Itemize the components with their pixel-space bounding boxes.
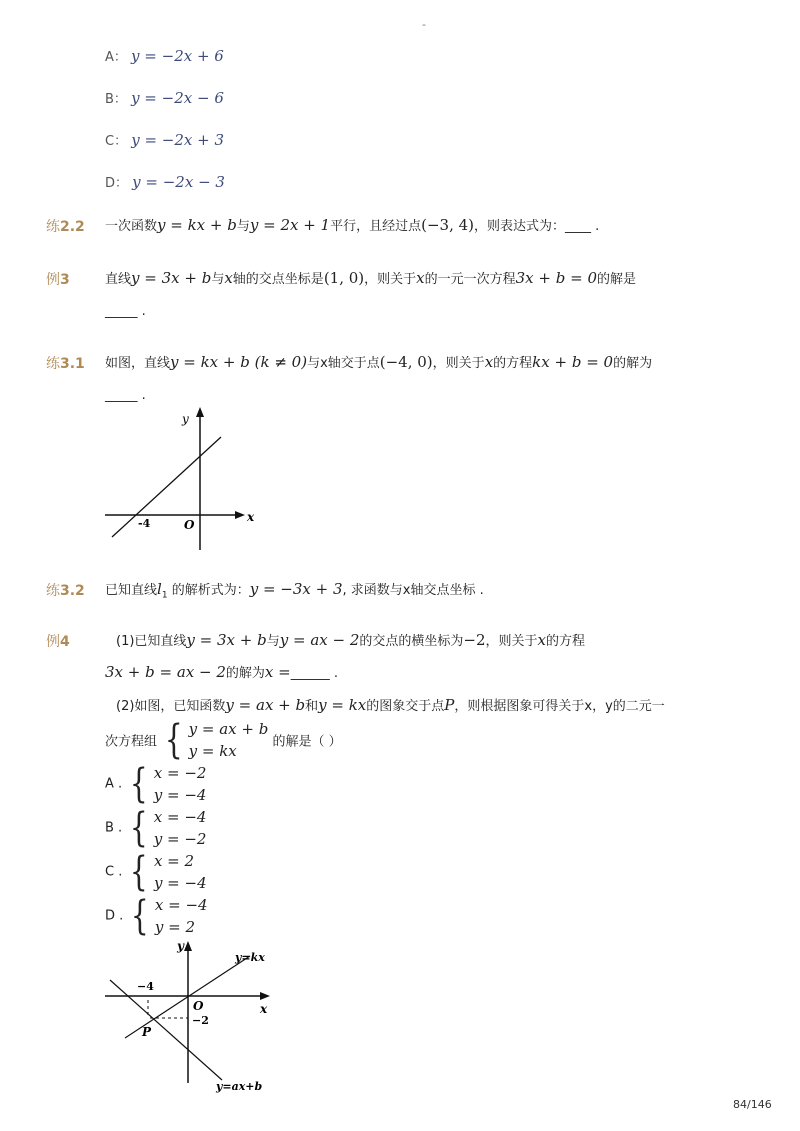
example-3-text: 直线y = 3x + b与x轴的交点坐标是(1, 0)，则关于x的一元一次方程3x + b = 0的解是 — [105, 269, 637, 287]
choice-a: A . { x = −2 y = −4 — [105, 761, 207, 807]
graph-3-1 — [100, 405, 260, 555]
example-label-4: 例4 — [46, 634, 70, 650]
problem-label-3-2: 练3.2 — [46, 583, 85, 599]
x-axis-label: x — [260, 1002, 268, 1016]
option-expr: y = −2x − 3 — [132, 173, 225, 191]
tick-label-neg4: -4 — [138, 517, 151, 530]
line-kx-b — [112, 437, 221, 537]
label-y-axb: y=ax+b — [216, 1080, 263, 1093]
problem-label-3-1: 练3.1 — [46, 356, 85, 372]
option-expr: y = −2x − 6 — [131, 89, 224, 107]
choice-b: B . { x = −4 y = −2 — [105, 805, 207, 851]
page-number: 84/146 — [733, 1098, 772, 1111]
option-letter: B： — [105, 92, 127, 107]
option-a — [105, 46, 224, 65]
option-expr: y = −2x + 3 — [131, 131, 225, 149]
choice-c: C . { x = 2 y = −4 — [105, 849, 207, 895]
x-axis-arrow — [260, 992, 270, 1000]
example-4-part1-line2: 3x + b = ax − 2的解为x =______ . — [105, 663, 338, 681]
x-axis-arrow — [235, 511, 245, 519]
point-p-label: P — [142, 1025, 152, 1039]
y-axis-label: y — [177, 939, 184, 953]
problem-3-1-blank: _____ . — [105, 388, 146, 403]
y-axis-label: y — [182, 412, 189, 426]
option-letter: A： — [105, 50, 127, 65]
problem-2-2-text: 一次函数y = kx + b与y = 2x + 1平行，且经过点(−3, 4)，则表达式为：____ . — [105, 216, 600, 234]
tick-label-neg4: −4 — [137, 980, 154, 993]
example-label-3: 例3 — [46, 272, 70, 288]
header-mark: - — [422, 18, 426, 31]
system-brace: { y = ax + b y = kx — [164, 717, 269, 763]
option-b — [105, 88, 224, 107]
option-d — [105, 172, 225, 191]
graph-ex-4 — [100, 938, 285, 1093]
problem-label-2-2: 练2.2 — [46, 219, 85, 235]
problem-3-1-text: 如图，直线y = kx + b (k ≠ 0)与x轴交于点(−4, 0)，则关于x的方程kx + b = 0的解为 — [105, 353, 653, 371]
x-axis-label: x — [247, 510, 255, 524]
option-letter: C： — [105, 134, 128, 149]
problem-3-2-text: 已知直线$l_1$ 的解析式为：y = −3x + 3, 求函数与x轴交点坐标 . — [105, 580, 484, 601]
origin-label: O — [184, 518, 195, 532]
y-axis-arrow — [184, 941, 192, 951]
choice-d: D . { x = −4 y = 2 — [105, 893, 208, 939]
option-letter: D： — [105, 176, 129, 191]
option-c — [105, 130, 224, 149]
line-axb — [110, 980, 222, 1080]
example-4-system: 次方程组 { y = ax + b y = kx 的解是（ ） — [105, 717, 342, 763]
y-axis-arrow — [196, 407, 204, 417]
example-4-part2-line1: (2)如图，已知函数y = ax + b和y = kx的图象交于点P，则根据图象可得关于x，y的二元一 — [116, 696, 665, 714]
label-y-kx: y=kx — [235, 951, 265, 964]
option-expr: y = −2x + 6 — [131, 47, 224, 65]
example-4-part1-line1: (1)已知直线y = 3x + b与y = ax − 2的交点的横坐标为−2，则关于x的方程 — [116, 631, 586, 649]
tick-label-neg2: −2 — [192, 1014, 209, 1027]
example-3-blank: _____ . — [105, 304, 146, 319]
origin-label: O — [193, 999, 204, 1013]
